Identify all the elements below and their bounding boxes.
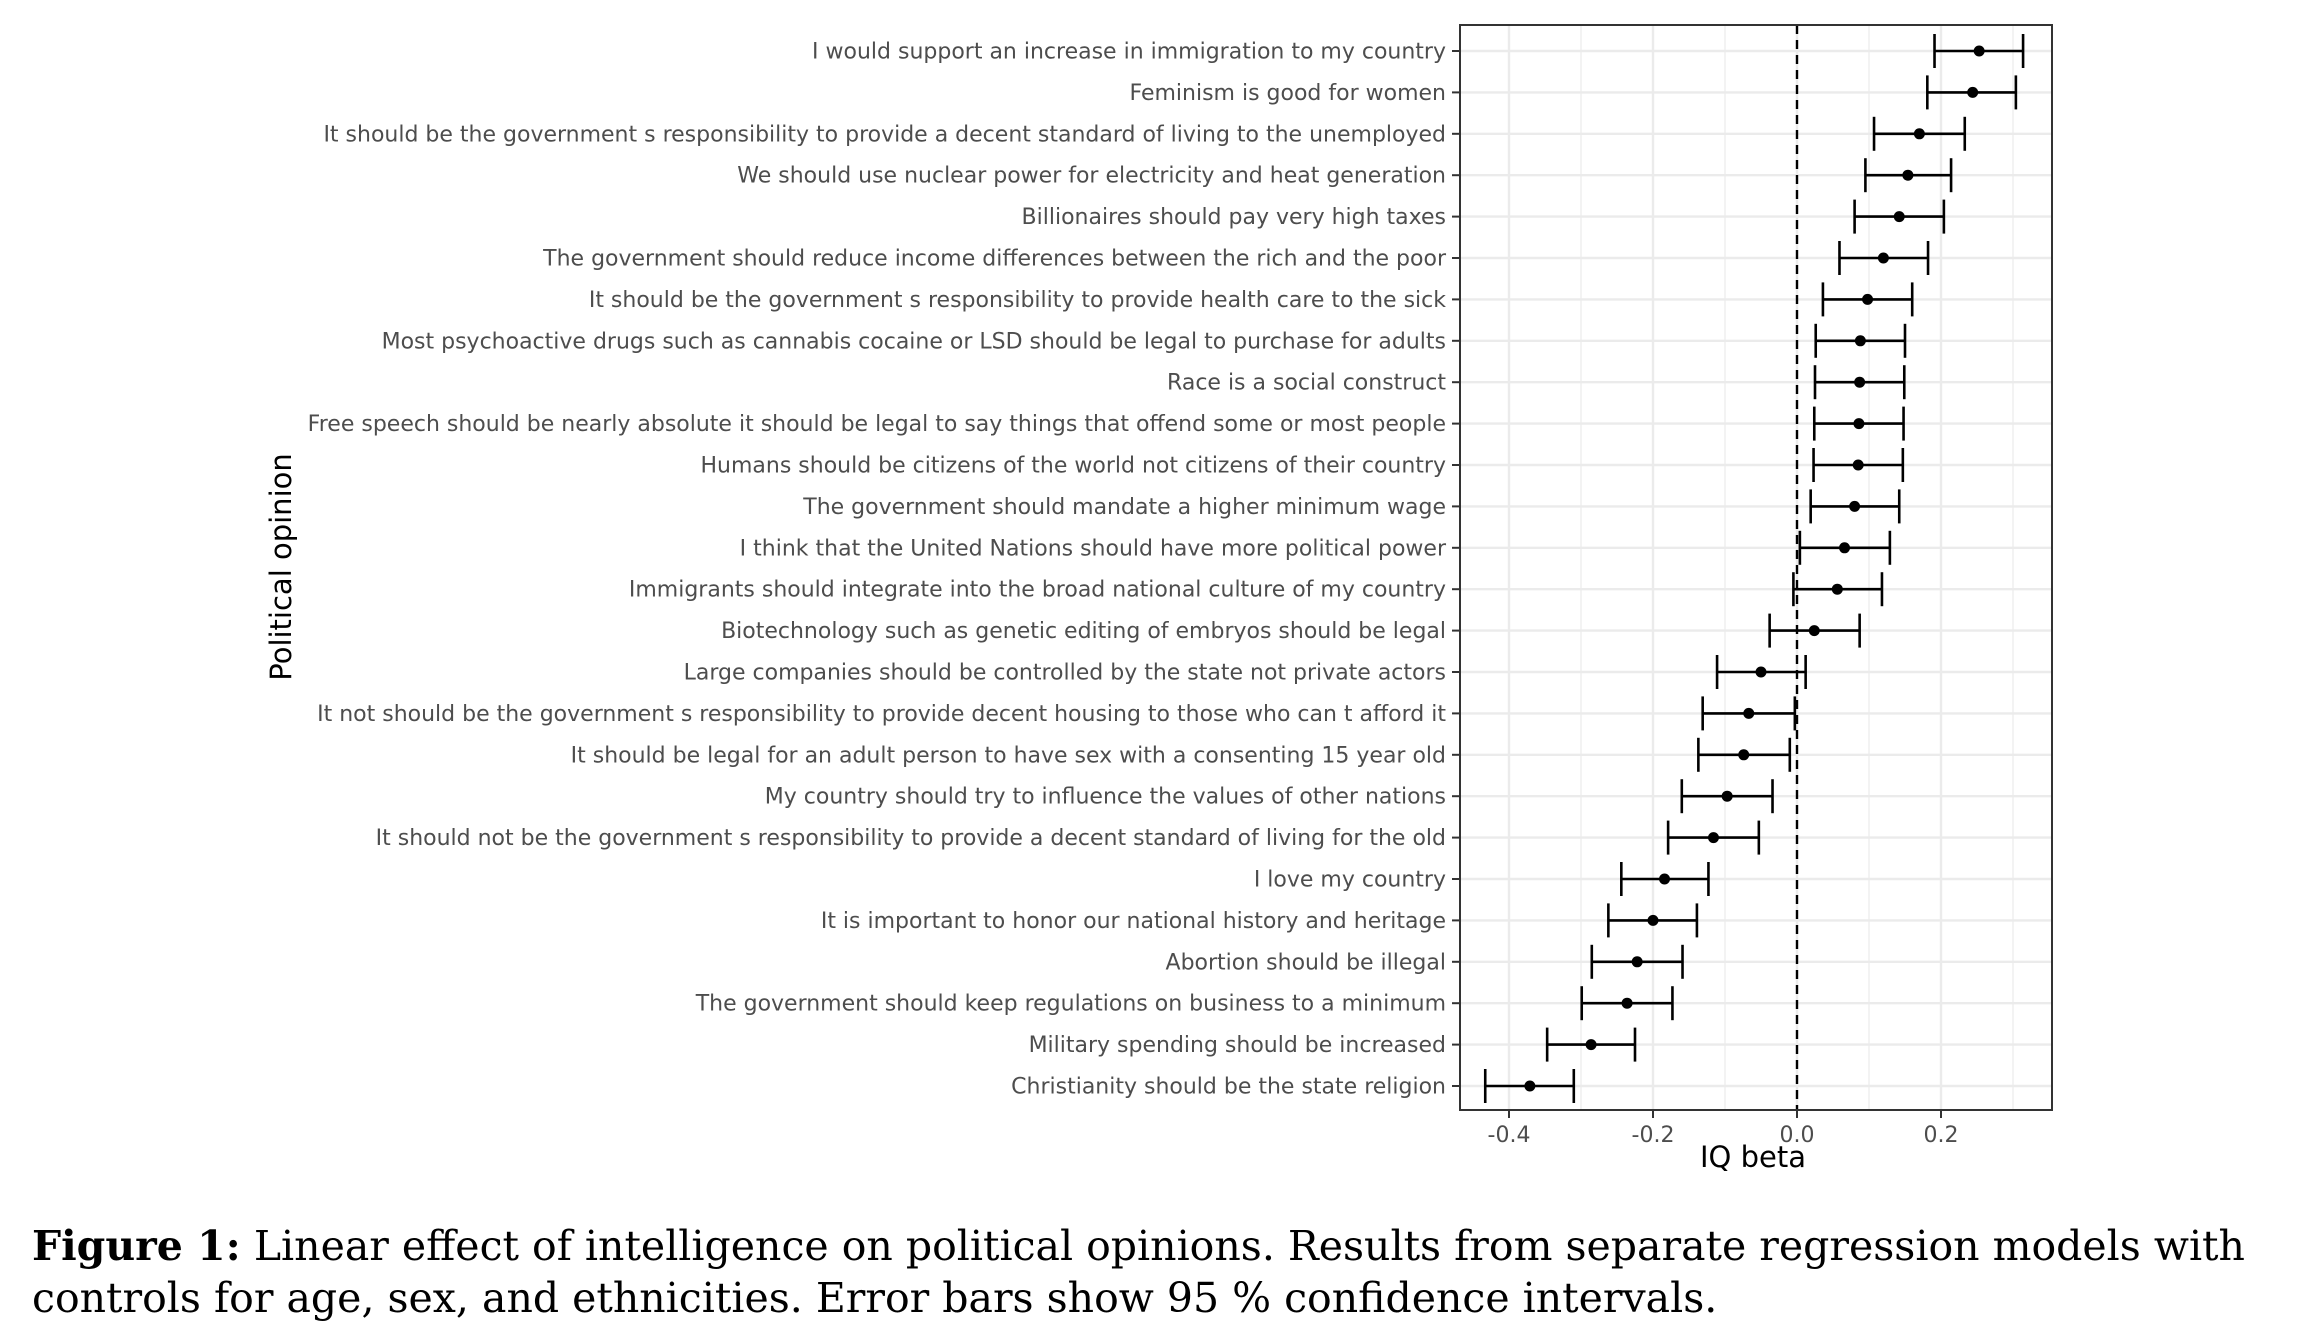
y-tick-label: Billionaires should pay very high taxes	[1021, 205, 1446, 231]
y-tick-label: It should be the government s responsibility to provide health care to the sick	[588, 287, 1446, 313]
y-tick-label: Large companies should be controlled by the state not private actors	[683, 660, 1446, 686]
y-tick-label: Race is a social construct	[1167, 370, 1446, 396]
y-tick-label: Biotechnology such as genetic editing of embryos should be legal	[721, 619, 1446, 645]
x-tick-label: -0.4	[1487, 1123, 1531, 1148]
estimate-point	[1855, 335, 1866, 346]
estimate-point	[1853, 418, 1864, 429]
y-tick-label: It is important to honor our national history and heritage	[820, 908, 1446, 934]
estimate-point	[1967, 87, 1978, 98]
estimate-point	[1902, 170, 1913, 181]
y-tick-label: I think that the United Nations should have more political power	[739, 536, 1446, 562]
x-axis-title: IQ beta	[1700, 1140, 1806, 1174]
y-axis-title: Political opinion	[264, 453, 298, 681]
y-tick-label: It should not be the government s responsibility to provide a decent standard of living for the old	[375, 826, 1446, 852]
estimate-point	[1832, 584, 1843, 595]
estimate-point	[1632, 956, 1643, 967]
y-tick-label: Abortion should be illegal	[1165, 950, 1446, 976]
x-tick-label: 0.2	[1923, 1123, 1959, 1148]
x-tick-label: -0.2	[1631, 1123, 1675, 1148]
y-tick-label: My country should try to influence the values of other nations	[764, 784, 1446, 810]
y-tick-label: I love my country	[1253, 867, 1446, 893]
y-tick-label: I would support an increase in immigration to my country	[812, 39, 1446, 65]
estimate-point	[1974, 46, 1985, 57]
estimate-point	[1809, 625, 1820, 636]
estimate-point	[1914, 128, 1925, 139]
estimate-point	[1894, 211, 1905, 222]
estimate-point	[1878, 253, 1889, 264]
figure-caption	[32, 1220, 2282, 1324]
y-tick-label: Most psychoactive drugs such as cannabis cocaine or LSD should be legal to purchase for adults	[381, 329, 1446, 355]
estimate-point	[1622, 998, 1633, 1009]
figure-caption-text: Linear effect of intelligence on political opinions. Results from separate regression models with controls for age, sex, and ethnicities. Error bars show 95 % confidence intervals.	[32, 1222, 2245, 1322]
estimate-point	[1524, 1081, 1535, 1092]
y-tick-label: It should be legal for an adult person to have sex with a consenting 15 year old	[570, 743, 1446, 769]
estimate-point	[1756, 667, 1767, 678]
estimate-point	[1659, 874, 1670, 885]
estimate-point	[1708, 832, 1719, 843]
y-tick-label: Immigrants should integrate into the broad national culture of my country	[628, 577, 1446, 603]
y-tick-label: It not should be the government s responsibility to provide decent housing to those who can t afford it	[317, 701, 1446, 727]
y-tick-label: Humans should be citizens of the world not citizens of their country	[700, 453, 1446, 479]
y-tick-labels	[308, 40, 1460, 1100]
estimate-point	[1849, 501, 1860, 512]
grid-layer	[1460, 25, 2052, 1110]
estimate-point	[1738, 749, 1749, 760]
y-tick-label: Free speech should be nearly absolute it should be legal to say things that offend some or most people	[307, 412, 1446, 438]
estimate-point	[1854, 377, 1865, 388]
panel-border	[1460, 25, 2052, 1110]
estimate-point	[1853, 460, 1864, 471]
estimate-point	[1743, 708, 1754, 719]
y-tick-label: The government should mandate a higher minimum wage	[803, 494, 1446, 520]
figure-label: Figure 1:	[32, 1222, 241, 1270]
marks-layer	[1485, 34, 2023, 1103]
estimate-point	[1862, 294, 1873, 305]
y-tick-label: It should be the government s responsibility to provide a decent standard of living to the unemployed	[323, 122, 1446, 148]
estimate-point	[1648, 915, 1659, 926]
y-tick-label: Military spending should be increased	[1028, 1033, 1446, 1059]
y-tick-label: The government should keep regulations on business to a minimum	[695, 991, 1446, 1017]
y-tick-label: Feminism is good for women	[1129, 80, 1446, 106]
y-tick-label: Christianity should be the state religion	[1011, 1074, 1446, 1100]
y-tick-label: We should use nuclear power for electricity and heat generation	[737, 163, 1446, 189]
x-tick-label: 0.0	[1779, 1123, 1815, 1148]
estimate-point	[1586, 1039, 1597, 1050]
estimate-point	[1722, 791, 1733, 802]
y-tick-label: The government should reduce income differences between the rich and the poor	[543, 246, 1446, 272]
estimate-point	[1839, 542, 1850, 553]
